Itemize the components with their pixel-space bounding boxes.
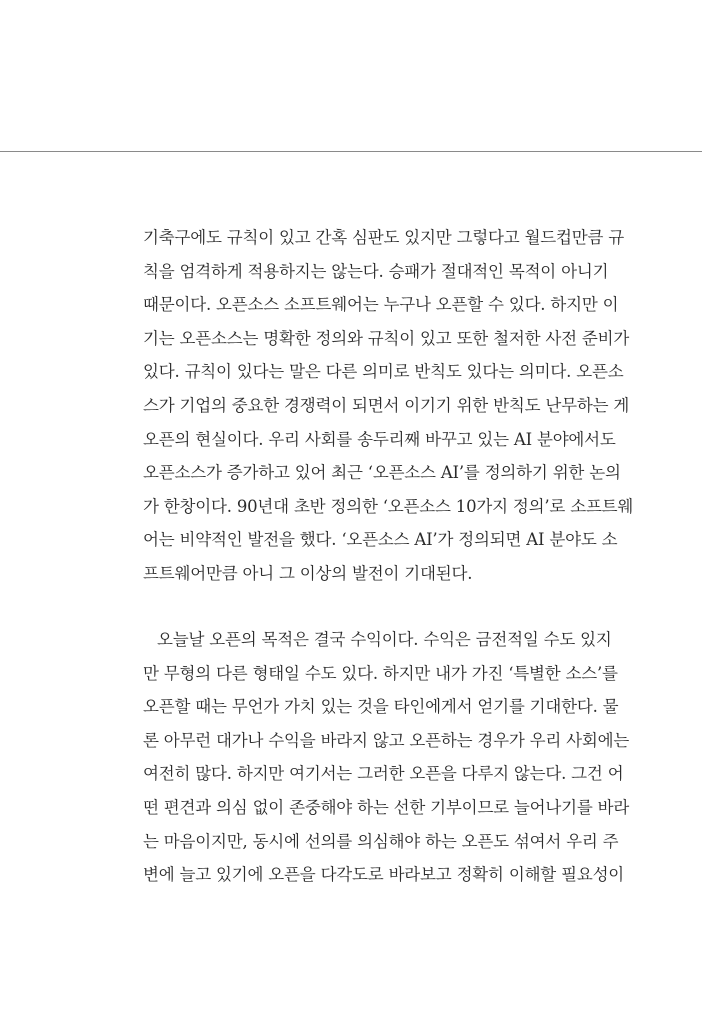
text-line: 오늘날 오픈의 목적은 결국 수익이다. 수익은 금전적일 수도 있지 — [157, 630, 612, 649]
text-line: 오픈소스가 증가하고 있어 최근 ‘오픈소스 AI’를 정의하기 위한 논의 — [143, 463, 621, 483]
text-line: 칙을 엄격하게 적용하지는 않는다. 승패가 절대적인 목적이 아니기 — [143, 261, 609, 281]
text-line: 기축구에도 규칙이 있고 간혹 심판도 있지만 그렇다고 월드컵만큼 규 — [143, 228, 625, 247]
text-line: 는 마음이지만, 동시에 선의를 의심해야 하는 오픈도 섞여서 우리 주 — [143, 831, 619, 851]
paragraph-2 — [143, 623, 630, 892]
paragraph-1 — [143, 221, 634, 591]
text-line: 론 아무런 대가나 수익을 바라지 않고 오픈하는 경우가 우리 사회에는 — [143, 730, 630, 750]
text-line: 오픈할 때는 무언가 가치 있는 것을 타인에게서 얻기를 기대한다. 물 — [143, 697, 619, 717]
text-line: 기는 오픈소스는 명확한 정의와 규칙이 있고 또한 철저한 사전 준비가 — [143, 328, 630, 348]
text-line: 스가 기업의 중요한 경쟁력이 되면서 이기기 위한 반칙도 난무하는 게 — [143, 395, 630, 415]
text-line: 있다. 규칙이 있다는 말은 다른 의미로 반칙도 있다는 의미다. 오픈소 — [143, 362, 624, 382]
text-line: 오픈의 현실이다. 우리 사회를 송두리째 바꾸고 있는 AI 분야에서도 — [143, 429, 616, 449]
text-line: 어는 비약적인 발전을 했다. ‘오픈소스 AI’가 정의되면 AI 분야도 소 — [143, 530, 618, 550]
text-line: 만 무형의 다른 형태일 수도 있다. 하지만 내가 가진 ‘특별한 소스’를 — [143, 663, 618, 683]
text-line: 여전히 많다. 하지만 여기서는 그러한 오픈을 다루지 않는다. 그건 어 — [143, 764, 624, 784]
text-line: 프트웨어만큼 아니 그 이상의 발전이 기대된다. — [143, 563, 473, 583]
text-line: 때문이다. 오픈소스 소프트웨어는 누구나 오픈할 수 있다. 하지만 이 — [143, 295, 619, 315]
header-divider — [0, 151, 702, 152]
text-line: 가 한창이다. 90년대 초반 정의한 ‘오픈소스 10가지 정의’로 소프트웨 — [143, 496, 634, 516]
text-line: 변에 늘고 있기에 오픈을 다각도로 바라보고 정확히 이해할 필요성이 — [143, 865, 625, 885]
text-line: 떤 편견과 의심 없이 존중해야 하는 선한 기부이므로 늘어나기를 바라 — [143, 797, 630, 817]
